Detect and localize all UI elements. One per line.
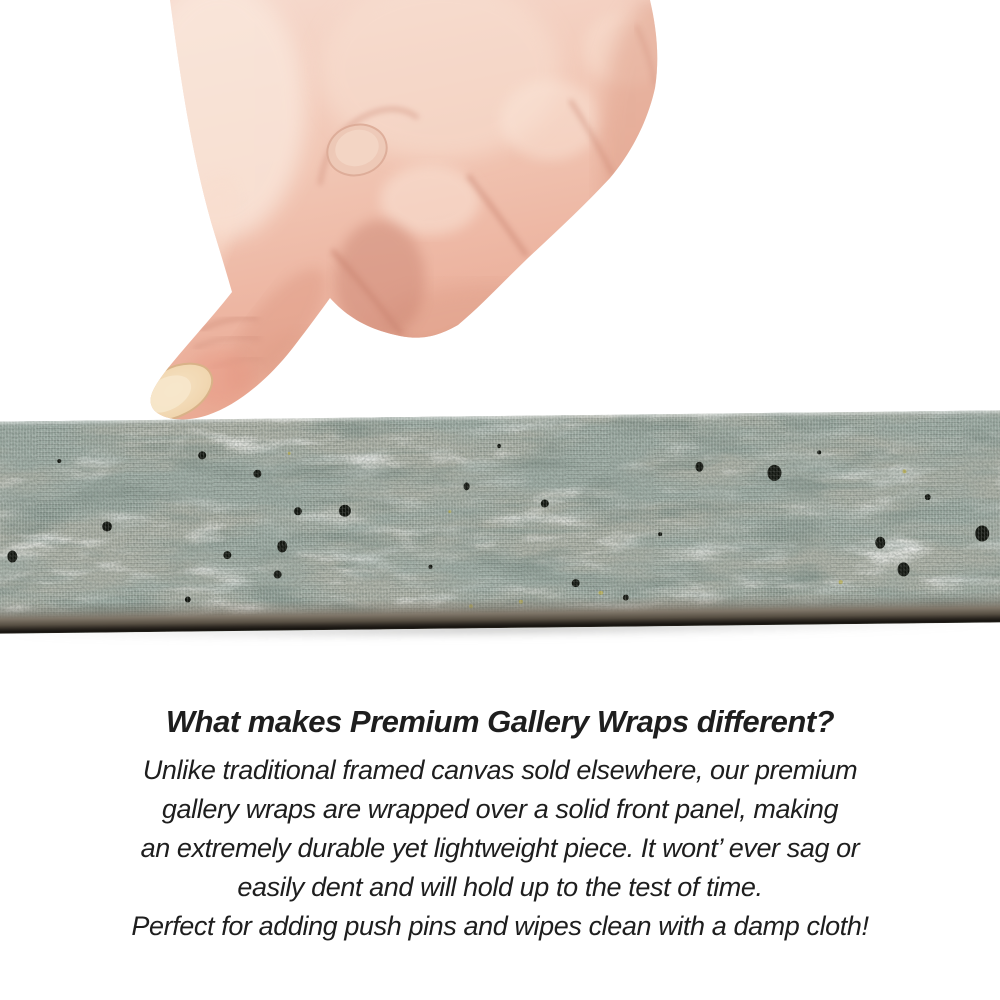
body-line-2: gallery wraps are wrapped over a solid front panel, making [161,794,839,824]
body-line-3: an extremely durable yet lightweight piece. It wont’ ever sag or [140,833,860,863]
body-line-1: Unlike traditional framed canvas sold elsewhere, our premium [142,755,858,785]
hand-photo [70,0,690,432]
headline: What makes Premium Gallery Wraps different? [165,704,835,739]
body-line-4: easily dent and will hold up to the test of time. [237,872,763,902]
description-text [0,704,1000,946]
body-line-5: Perfect for adding push pins and wipes clean with a damp cloth! [131,911,869,941]
canvas-edge-strip [0,410,1000,633]
